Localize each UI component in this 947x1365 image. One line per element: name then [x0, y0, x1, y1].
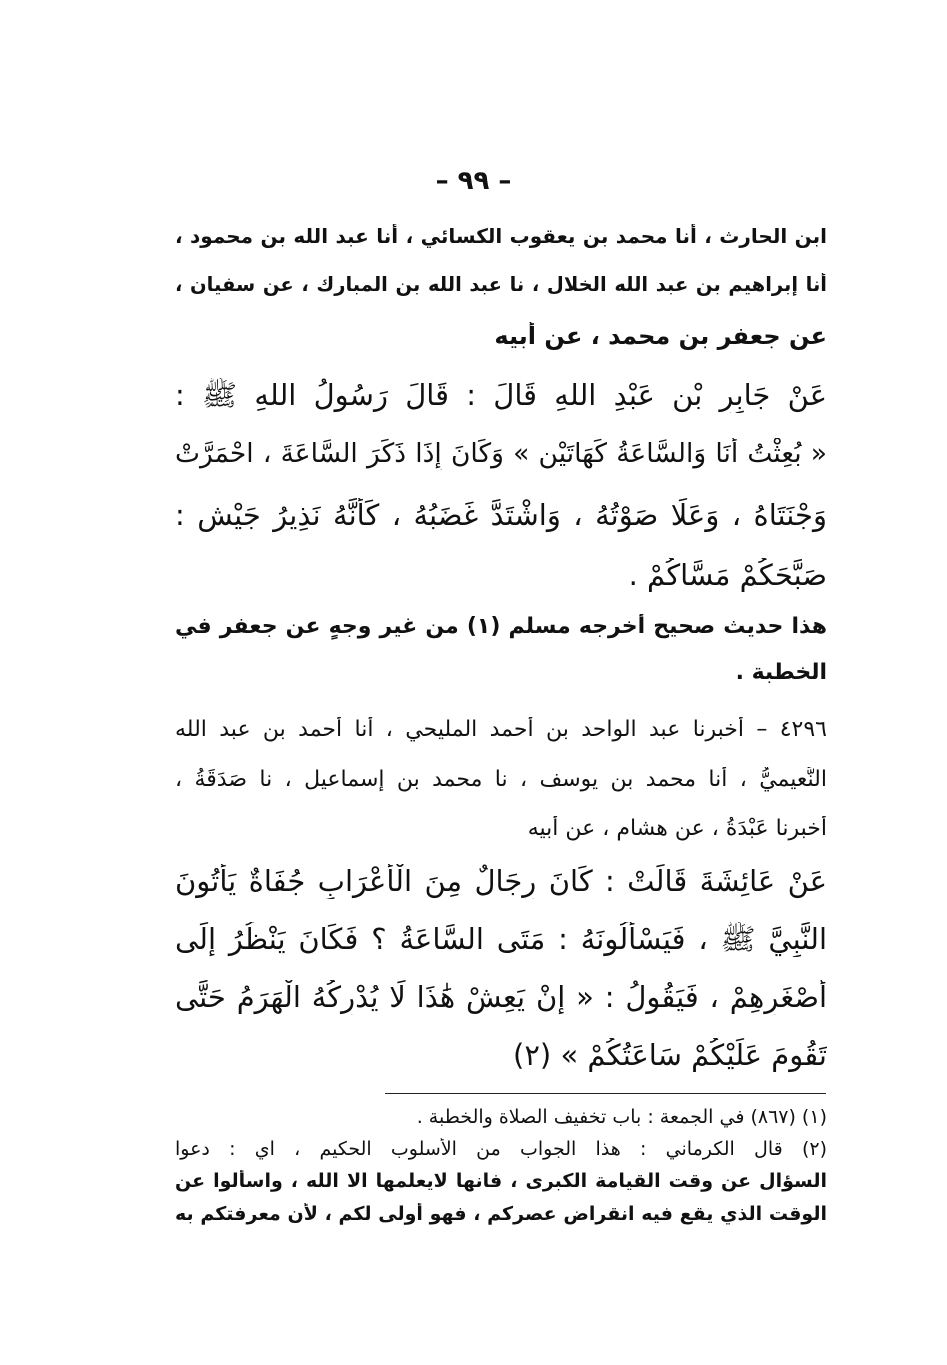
isnad-line: أخبرنا عَبْدَةُ ، عن هشام ، عن أبيه [527, 816, 827, 841]
commentary-line: هذا حديث صحيح أخرجه مسلم (١) من غير وجهٍ عن جعفر في [175, 614, 827, 639]
hadith-text-line: عَنْ عَائِشَةَ قَالَتْ : كَانَ رِجَالٌ مِنَ الْأَعْرَابِ جُفَاةٌ يَأْتُونَ [175, 864, 827, 898]
footnote-line: السؤال عن وقت القيامة الكبرى ، فانها لايعلمها الا الله ، واسألوا عن [175, 1170, 827, 1192]
isnad-line: النُّعيميُّ ، أنا محمد بن يوسف ، نا محمد بن إسماعيل ، نا صَدَقَةُ ، [175, 767, 827, 792]
isnad-line: عن جعفر بن محمد ، عن أبيه [494, 322, 827, 350]
hadith-text-line: « بُعِثْتُ أَنَا وَالسَّاعَةُ كَهَاتَيْنِ » وَكَانَ إِذَا ذَكَرَ السَّاعَةَ ، احْمَرَّتْ [175, 438, 827, 469]
hadith-text-line: صَبَّحَكُمْ مَسَّاكُمْ . [628, 558, 827, 592]
footnote-separator [385, 1093, 826, 1094]
hadith-text-line: تَقُومَ عَلَيْكُمْ سَاعَتُكُمْ » (٢) [513, 1038, 827, 1072]
hadith-text-line: عَنْ جَابِرِ بْنِ عَبْدِ اللهِ قَالَ : قَالَ رَسُولُ اللهِ ﷺ : [175, 378, 827, 412]
isnad-line: أنا إبراهيم بن عبد الله الخلال ، نا عبد الله بن المبارك ، عن سفيان ، [175, 273, 827, 296]
hadith-text-line: وَجْنَتَاهُ ، وَعَلَا صَوْتُهُ ، وَاشْتَدَّ غَضَبُهُ ، كَأَنَّهُ نَذِيرُ جَيْشٍ : [175, 498, 827, 532]
footnote-line: الوقت الذي يقع فيه انقراض عصركم ، فهو أولى لكم ، لأن معرفتكم به [175, 1203, 827, 1225]
isnad-line: ٤٢٩٦ – أخبرنا عبد الواحد بن أحمد المليحي ، أنا أحمد بن عبد الله [175, 717, 827, 742]
hadith-text-line: أَصْغَرِهِمْ ، فَيَقُولُ : « إِنْ يَعِشْ هَٰذَا لَا يُدْرِكُهُ الْهَرَمُ حَتَّى [175, 980, 827, 1014]
footnote-line: (١) (٨٦٧) في الجمعة : باب تخفيف الصلاة والخطبة . [416, 1106, 827, 1128]
page-number: – ٩٩ – [435, 166, 512, 196]
commentary-line: الخطبة . [735, 660, 827, 685]
hadith-text-line: النَّبِيَّ ﷺ ، فَيَسْأَلُونَهُ : مَتَى السَّاعَةُ ؟ فَكَانَ يَنْظُرُ إِلَى [175, 922, 827, 956]
isnad-line: ابن الحارث ، أنا محمد بن يعقوب الكسائي ، أنا عبد الله بن محمود ، [175, 224, 827, 248]
footnote-line: (٢) قال الكرماني : هذا الجواب من الأسلوب الحكيم ، اي : دعوا [175, 1138, 827, 1160]
